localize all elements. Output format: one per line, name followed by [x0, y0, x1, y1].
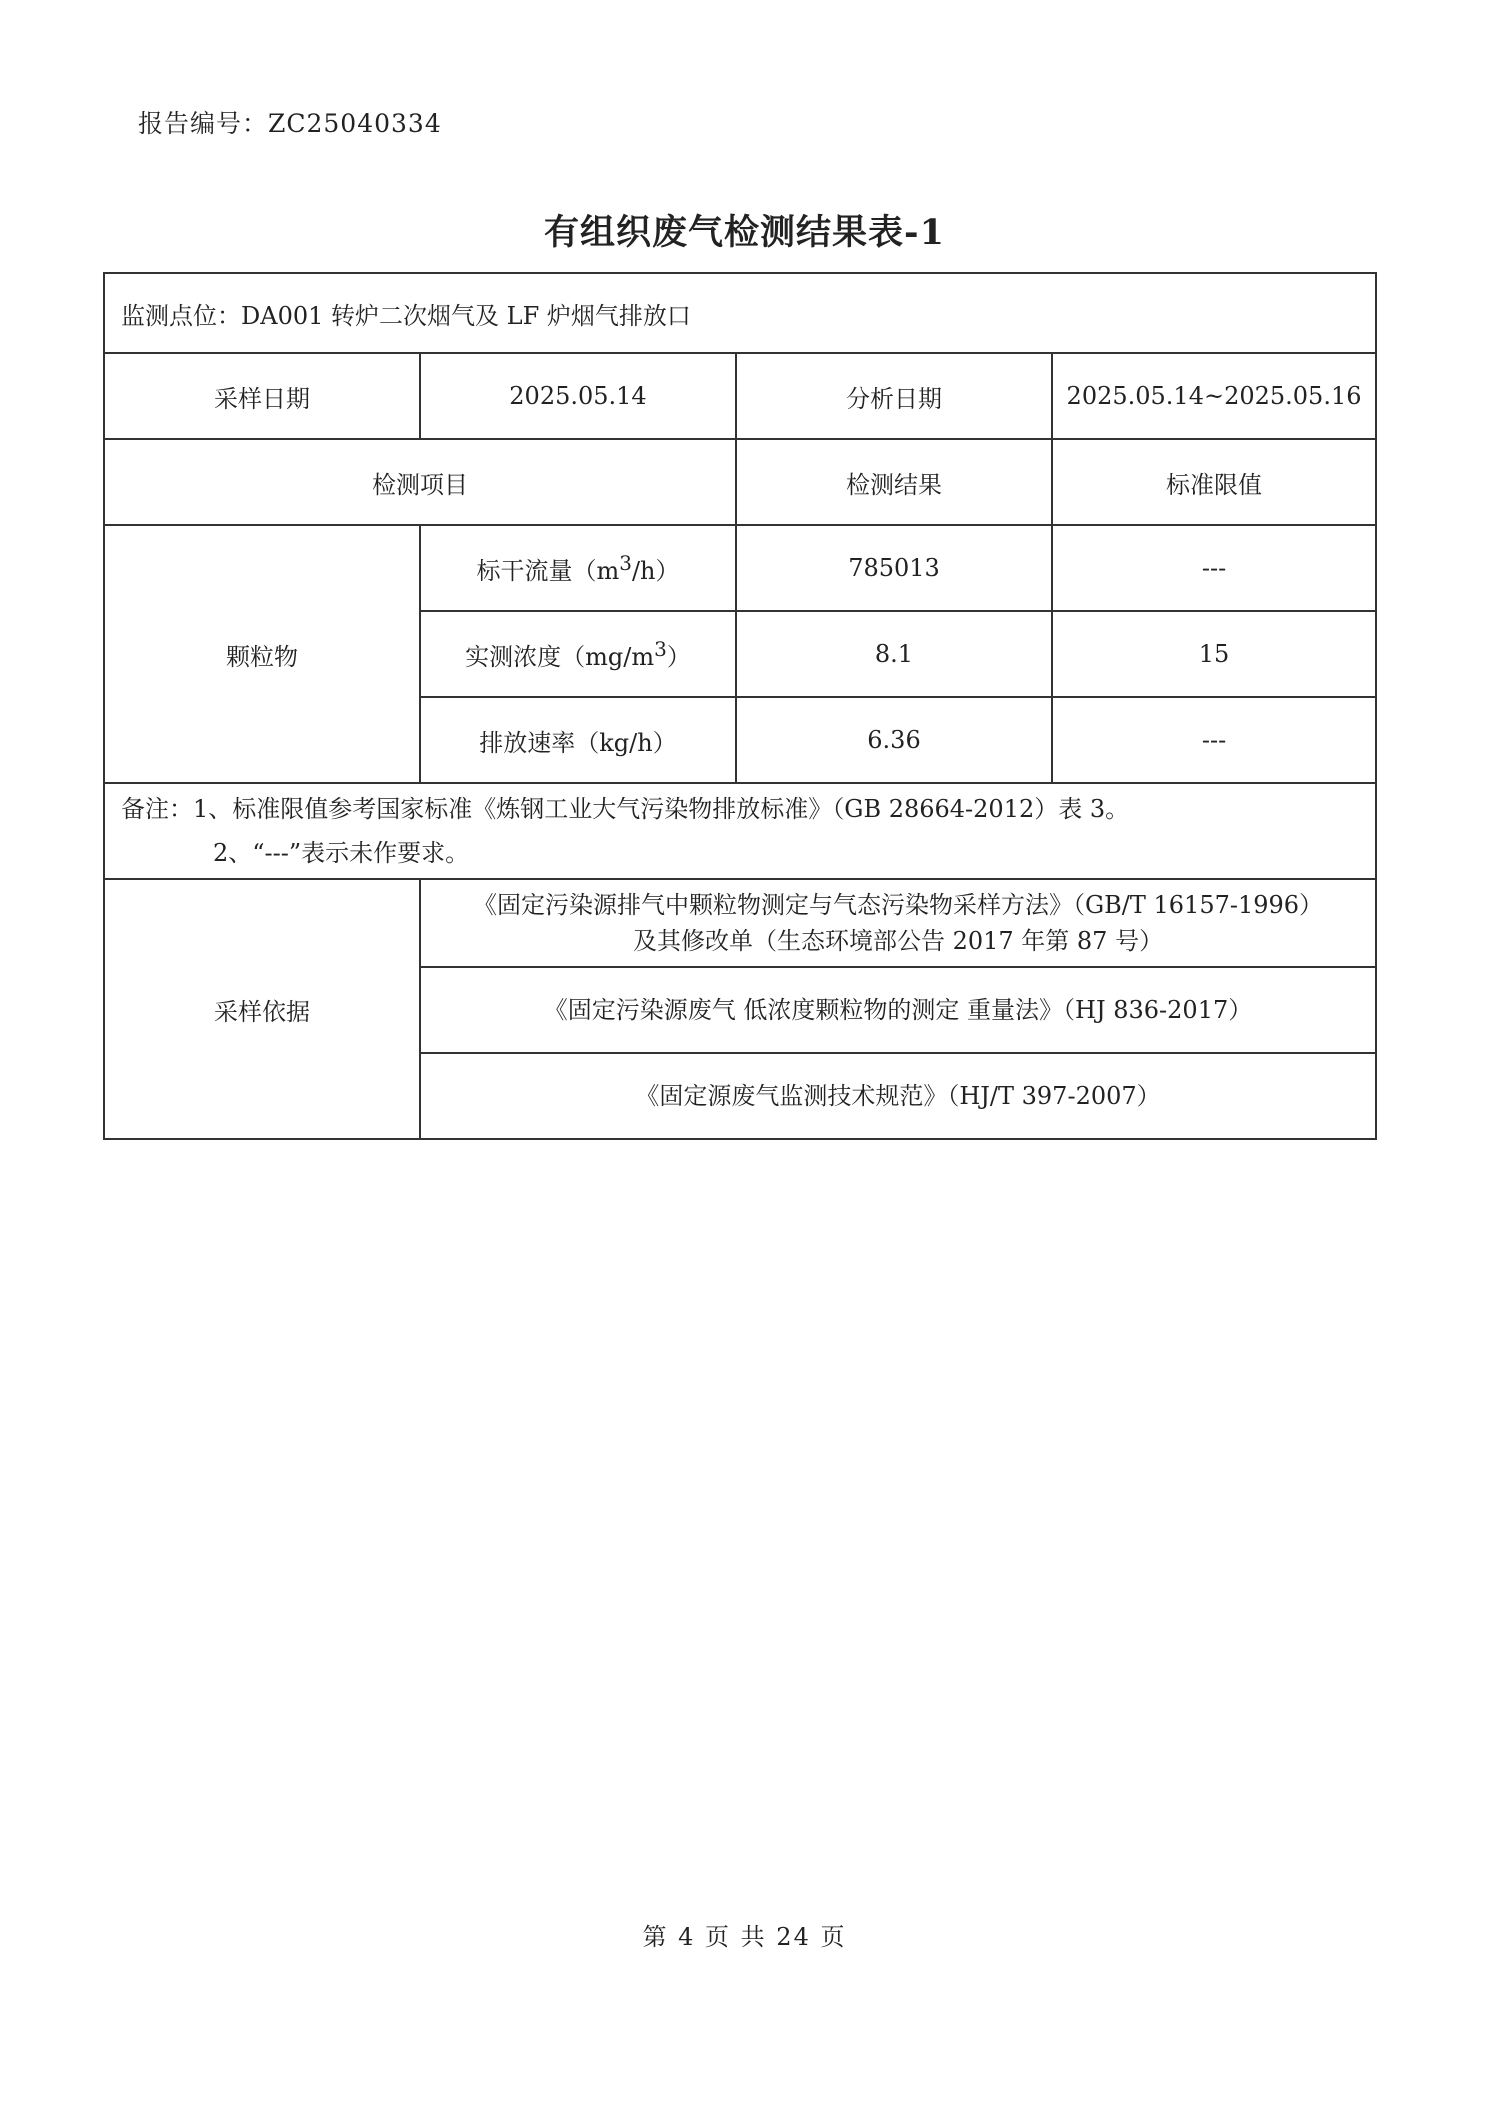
limit-value: ---	[1052, 697, 1376, 783]
superscript: 3	[619, 550, 632, 575]
parameter-label	[420, 525, 736, 611]
header-item: 检测项目	[104, 439, 736, 525]
limit-value: 15	[1052, 611, 1376, 697]
basis-line: 《固定污染源排气中颗粒物测定与气态污染物采样方法》（GB/T 16157-1996）	[472, 891, 1324, 919]
report-number: 报告编号：ZC25040334	[138, 109, 442, 138]
parameter-label	[420, 697, 736, 783]
sampling-basis-item	[420, 879, 1376, 967]
note-line-1: 备注：1、标准限值参考国家标准《炼钢工业大气污染物排放标准》（GB 28664-2012）表 3。	[121, 795, 1130, 823]
superscript: 3	[654, 636, 667, 661]
page-footer: 第 4 页 共 24 页	[642, 1923, 847, 1951]
monitoring-point: 监测点位：DA001 转炉二次烟气及 LF 炉烟气排放口	[104, 273, 1376, 353]
result-value: 8.1	[736, 611, 1052, 697]
parameter-text: 标干流量（m	[476, 556, 620, 585]
sampling-date-value: 2025.05.14	[420, 353, 736, 439]
table-row	[104, 525, 1376, 611]
header-result: 检测结果	[736, 439, 1052, 525]
sampling-basis-row	[104, 879, 1376, 967]
parameter-label	[420, 611, 736, 697]
header-limit: 标准限值	[1052, 439, 1376, 525]
basis-line: 《固定源废气监测技术规范》（HJ/T 397-2007）	[635, 1082, 1161, 1110]
monitoring-point-row	[104, 273, 1376, 353]
sampling-date-label: 采样日期	[104, 353, 420, 439]
parameter-unit-tail: /h）	[631, 556, 680, 585]
notes-cell	[104, 783, 1376, 879]
column-header-row	[104, 439, 1376, 525]
result-value: 6.36	[736, 697, 1052, 783]
parameter-text: 排放速率（kg/h）	[479, 728, 677, 757]
sampling-basis-item	[420, 1053, 1376, 1139]
page-title: 有组织废气检测结果表-1	[544, 212, 945, 253]
result-value: 785013	[736, 525, 1052, 611]
basis-line: 及其修改单（生态环境部公告 2017 年第 87 号）	[632, 927, 1164, 955]
sampling-basis-item	[420, 967, 1376, 1053]
pollutant-name: 颗粒物	[104, 525, 420, 783]
limit-value: ---	[1052, 525, 1376, 611]
analysis-date-label: 分析日期	[736, 353, 1052, 439]
dates-row	[104, 353, 1376, 439]
notes-row	[104, 783, 1376, 879]
results-table	[103, 272, 1377, 1140]
parameter-unit-tail: ）	[666, 642, 691, 671]
basis-line: 《固定污染源废气 低浓度颗粒物的测定 重量法》（HJ 836-2017）	[543, 996, 1253, 1024]
sampling-basis-label: 采样依据	[104, 879, 420, 1139]
note-line-2: 2、“---”表示未作要求。	[213, 839, 470, 867]
parameter-text: 实测浓度（mg/m	[465, 642, 655, 671]
analysis-date-value: 2025.05.14~2025.05.16	[1052, 353, 1376, 439]
